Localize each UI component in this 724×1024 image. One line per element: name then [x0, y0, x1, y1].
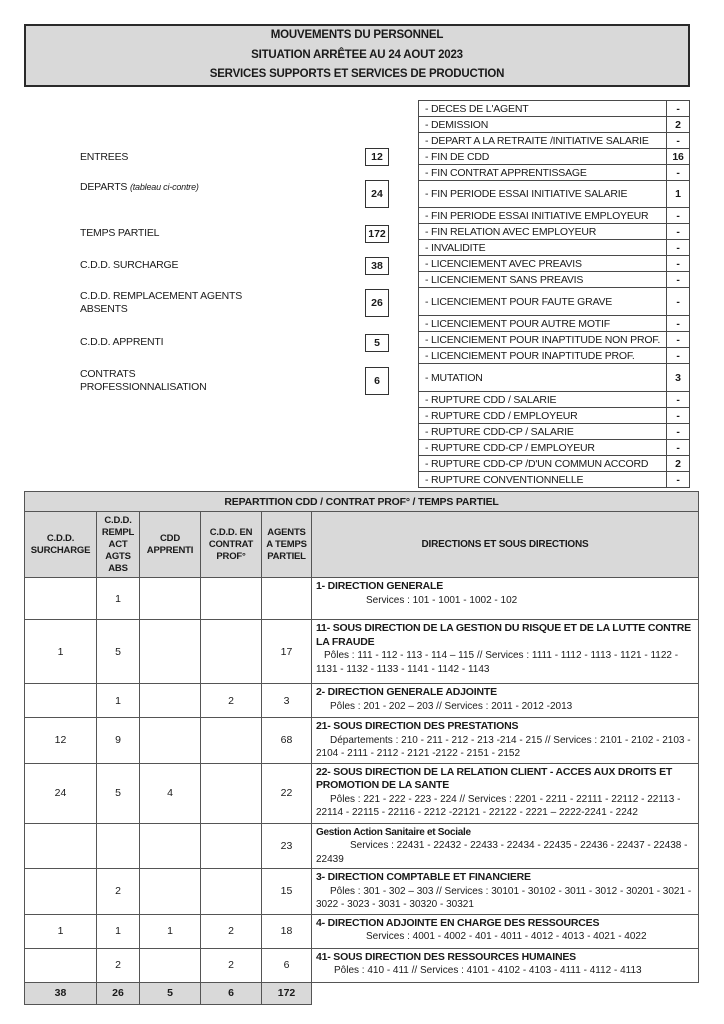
repartition-row	[25, 869, 699, 915]
cell-surcharge: 1	[25, 620, 97, 684]
cell-apprenti	[140, 948, 201, 982]
cell-contrat-prof: 2	[201, 684, 262, 718]
direction-detail: Pôles : 221 - 222 - 223 - 224 // Services : 2201 - 2211 - 22111 - 22112 - 22113 - 22114 - 22115 - 22116 - 2212 -22121 - 22122 - 2221 – 2222-2241 - 2242	[316, 793, 681, 818]
cell-temps-partiel: 6	[262, 948, 312, 982]
departure-value: -	[667, 408, 690, 424]
departure-row	[419, 272, 690, 288]
repartition-row	[25, 914, 699, 948]
cell-contrat-prof	[201, 869, 262, 915]
report-title: MOUVEMENTS DU PERSONNEL	[270, 29, 444, 41]
summary-value-cdd-remplacement: 26	[365, 289, 389, 317]
report-header	[24, 24, 690, 87]
departure-label: - LICENCIEMENT POUR INAPTITUDE NON PROF.	[419, 332, 667, 348]
col-header-directions: DIRECTIONS ET SOUS DIRECTIONS	[312, 512, 699, 578]
cell-rempl: 2	[97, 948, 140, 982]
departure-row	[419, 101, 690, 117]
departure-value: 3	[667, 364, 690, 392]
col-header-cdd-apprenti: CDD APPRENTI	[140, 512, 201, 578]
cell-surcharge: 12	[25, 718, 97, 764]
cell-direction	[312, 620, 699, 684]
departure-value: -	[667, 165, 690, 181]
direction-detail: Pôles : 111 - 112 - 113 - 114 – 115 // Services : 1111 - 1112 - 1113 - 1121 - 1122 - 1131 - 1132 - 1133 - 1141 - 1142 - 1143	[316, 650, 679, 675]
col-header-cdd-rempl: C.D.D. REMPL ACT AGTS ABS	[97, 512, 140, 578]
cell-surcharge: 1	[25, 914, 97, 948]
direction-detail: Pôles : 201 - 202 – 203 // Services : 2011 - 2012 -2013	[330, 700, 573, 712]
cell-apprenti: 1	[140, 914, 201, 948]
departure-value: -	[667, 133, 690, 149]
departure-label: - FIN PERIODE ESSAI INITIATIVE SALARIE	[419, 181, 667, 208]
report-scope: SERVICES SUPPORTS ET SERVICES DE PRODUCTION	[209, 68, 505, 80]
departure-label: - FIN PERIODE ESSAI INITIATIVE EMPLOYEUR	[419, 208, 667, 224]
cell-contrat-prof	[201, 578, 262, 620]
direction-detail: Services : 22431 - 22432 - 22433 - 22434 - 22435 - 22436 - 22437 - 22438 - 22439	[316, 840, 688, 865]
departure-label: - RUPTURE CDD-CP / EMPLOYEUR	[419, 440, 667, 456]
cell-surcharge: 24	[25, 763, 97, 823]
departure-value: -	[667, 101, 690, 117]
departures-table	[418, 100, 690, 488]
cell-contrat-prof	[201, 620, 262, 684]
cell-apprenti	[140, 620, 201, 684]
cell-apprenti	[140, 578, 201, 620]
departure-label: - FIN DE CDD	[419, 149, 667, 165]
cell-contrat-prof	[201, 763, 262, 823]
departure-row	[419, 224, 690, 240]
departure-row	[419, 117, 690, 133]
departure-row	[419, 149, 690, 165]
departure-label: - LICENCIEMENT POUR INAPTITUDE PROF.	[419, 348, 667, 364]
departure-row	[419, 424, 690, 440]
departure-label: - RUPTURE CDD-CP /D'UN COMMUN ACCORD	[419, 456, 667, 472]
departure-row	[419, 472, 690, 488]
summary-label-cdd-remplacement: C.D.D. REMPLACEMENT AGENTS ABSENTS	[80, 290, 243, 315]
cell-direction	[312, 684, 699, 718]
cell-direction	[312, 948, 699, 982]
cell-temps-partiel: 3	[262, 684, 312, 718]
totals-blank	[312, 982, 699, 1004]
total-temps-partiel: 172	[262, 982, 312, 1004]
departure-value: 16	[667, 149, 690, 165]
cell-temps-partiel: 68	[262, 718, 312, 764]
total-apprenti: 5	[140, 982, 201, 1004]
departs-label-text: DEPARTS	[80, 181, 128, 193]
repartition-title: REPARTITION CDD / CONTRAT PROF° / TEMPS PARTIEL	[25, 492, 699, 512]
departure-row	[419, 332, 690, 348]
departure-value: 1	[667, 181, 690, 208]
departure-row	[419, 288, 690, 316]
departure-value: -	[667, 224, 690, 240]
repartition-table	[24, 491, 699, 1005]
cell-rempl: 1	[97, 914, 140, 948]
cell-surcharge	[25, 684, 97, 718]
departure-row	[419, 408, 690, 424]
direction-detail: Pôles : 410 - 411 // Services : 4101 - 4102 - 4103 - 4111 - 4112 - 4113	[334, 965, 642, 976]
cell-contrat-prof: 2	[201, 914, 262, 948]
direction-name: 22- SOUS DIRECTION DE LA RELATION CLIENT - ACCES AUX DROITS ET PROMOTION DE LA SANTE	[316, 765, 673, 791]
cell-rempl: 9	[97, 718, 140, 764]
departure-label: - DECES DE L'AGENT	[419, 101, 667, 117]
cell-temps-partiel: 23	[262, 823, 312, 869]
departure-label: - DEMISSION	[419, 117, 667, 133]
departure-label: - LICENCIEMENT SANS PREAVIS	[419, 272, 667, 288]
direction-name: 2- DIRECTION GENERALE ADJOINTE	[316, 686, 497, 698]
departure-value: -	[667, 288, 690, 316]
departure-value: -	[667, 256, 690, 272]
summary-value-departs: 24	[365, 180, 389, 208]
departure-value: -	[667, 208, 690, 224]
repartition-header-row	[25, 512, 699, 578]
departure-value: -	[667, 272, 690, 288]
cell-rempl	[97, 823, 140, 869]
direction-name: 11- SOUS DIRECTION DE LA GESTION DU RISQUE ET DE LA LUTTE CONTRE LA FRAUDE	[316, 622, 691, 648]
cell-direction	[312, 869, 699, 915]
cell-direction	[312, 823, 699, 869]
cell-temps-partiel	[262, 578, 312, 620]
direction-detail: Pôles : 301 - 302 – 303 // Services : 30101 - 30102 - 3011 - 3012 - 30201 - 3021 - 3022 - 3023 - 3031 - 30320 - 30321	[316, 885, 692, 910]
departure-label: - RUPTURE CDD / SALARIE	[419, 392, 667, 408]
departure-label: - LICENCIEMENT POUR FAUTE GRAVE	[419, 288, 667, 316]
departure-row	[419, 392, 690, 408]
cell-temps-partiel: 22	[262, 763, 312, 823]
departure-row	[419, 208, 690, 224]
repartition-row	[25, 823, 699, 869]
direction-name: 4- DIRECTION ADJOINTE EN CHARGE DES RESSOURCES	[316, 916, 600, 929]
departure-label: - FIN RELATION AVEC EMPLOYEUR	[419, 224, 667, 240]
departure-label: - LICENCIEMENT AVEC PREAVIS	[419, 256, 667, 272]
departure-value: 2	[667, 117, 690, 133]
cell-contrat-prof	[201, 718, 262, 764]
repartition-row	[25, 578, 699, 620]
summary-label-contrats-pro: CONTRATS PROFESSIONNALISATION	[80, 368, 207, 393]
cell-rempl: 2	[97, 869, 140, 915]
cell-contrat-prof: 2	[201, 948, 262, 982]
departure-value: -	[667, 424, 690, 440]
cell-apprenti	[140, 869, 201, 915]
summary-label-cdd-apprenti: C.D.D. APPRENTI	[80, 336, 164, 348]
direction-name: 1- DIRECTION GENERALE	[316, 580, 444, 592]
departure-row	[419, 440, 690, 456]
summary-label-entrees: ENTREES	[80, 151, 129, 163]
cell-direction	[312, 763, 699, 823]
departure-value: -	[667, 316, 690, 332]
direction-detail: Services : 101 - 1001 - 1002 - 102	[366, 594, 518, 606]
cell-rempl: 1	[97, 684, 140, 718]
repartition-row	[25, 718, 699, 764]
departure-row	[419, 364, 690, 392]
summary-label-cdd-surcharge: C.D.D. SURCHARGE	[80, 259, 179, 271]
direction-detail: Départements : 210 - 211 - 212 - 213 -214 - 215 // Services : 2101 - 2102 - 2103 - 2104 - 2111 - 2112 - 2121 -2122 - 2151 - 2152	[316, 734, 691, 759]
departure-label: - INVALIDITE	[419, 240, 667, 256]
departure-row	[419, 456, 690, 472]
summary-value-contrats-pro: 6	[365, 367, 389, 395]
cell-temps-partiel: 18	[262, 914, 312, 948]
direction-name: 3- DIRECTION COMPTABLE ET FINANCIERE	[316, 871, 531, 883]
departure-row	[419, 181, 690, 208]
total-surcharge: 38	[25, 982, 97, 1004]
summary-label-departs	[80, 181, 200, 194]
direction-detail: Services : 4001 - 4002 - 401 - 4011 - 4012 - 4013 - 4021 - 4022	[366, 931, 647, 942]
report-date: SITUATION ARRÊTEE AU 24 AOUT 2023	[251, 48, 463, 61]
cell-direction	[312, 578, 699, 620]
repartition-row	[25, 763, 699, 823]
cell-apprenti	[140, 823, 201, 869]
departure-value: -	[667, 348, 690, 364]
cell-rempl: 5	[97, 763, 140, 823]
departure-row	[419, 133, 690, 149]
departure-label: - FIN CONTRAT APPRENTISSAGE	[419, 165, 667, 181]
direction-name: Gestion Action Sanitaire et Sociale	[316, 826, 471, 838]
cell-rempl: 5	[97, 620, 140, 684]
departure-row	[419, 165, 690, 181]
col-header-cdd-surcharge: C.D.D. SURCHARGE	[25, 512, 97, 578]
departure-value: 2	[667, 456, 690, 472]
departure-value: -	[667, 240, 690, 256]
cell-direction	[312, 718, 699, 764]
departure-value: -	[667, 472, 690, 488]
cell-surcharge	[25, 823, 97, 869]
totals-row	[25, 982, 699, 1004]
cell-surcharge	[25, 869, 97, 915]
cell-apprenti	[140, 718, 201, 764]
cell-temps-partiel: 15	[262, 869, 312, 915]
summary-value-temps-partiel: 172	[365, 225, 389, 243]
departure-label: - LICENCIEMENT POUR AUTRE MOTIF	[419, 316, 667, 332]
cell-apprenti: 4	[140, 763, 201, 823]
departure-row	[419, 348, 690, 364]
direction-name: 21- SOUS DIRECTION DES PRESTATIONS	[316, 720, 519, 732]
cell-rempl: 1	[97, 578, 140, 620]
direction-name: 41- SOUS DIRECTION DES RESSOURCES HUMAINES	[316, 950, 576, 963]
cell-apprenti	[140, 684, 201, 718]
summary-label-temps-partiel: TEMPS PARTIEL	[80, 227, 160, 239]
total-rempl: 26	[97, 982, 140, 1004]
departure-value: -	[667, 392, 690, 408]
cell-direction	[312, 914, 699, 948]
summary-value-cdd-surcharge: 38	[365, 257, 389, 275]
departure-value: -	[667, 332, 690, 348]
departure-row	[419, 316, 690, 332]
summary-value-cdd-apprenti: 5	[365, 334, 389, 352]
departs-note: (tableau ci-contre)	[129, 182, 199, 192]
repartition-row	[25, 948, 699, 982]
departure-label: - MUTATION	[419, 364, 667, 392]
col-header-temps-partiel: AGENTS A TEMPS PARTIEL	[262, 512, 312, 578]
cell-contrat-prof	[201, 823, 262, 869]
repartition-row	[25, 684, 699, 718]
departure-row	[419, 240, 690, 256]
total-contrat-prof: 6	[201, 982, 262, 1004]
departure-label: - DEPART A LA RETRAITE /INITIATIVE SALARIE	[419, 133, 667, 149]
col-header-cdd-contrat-prof: C.D.D. EN CONTRAT PROF°	[201, 512, 262, 578]
departure-row	[419, 256, 690, 272]
cell-temps-partiel: 17	[262, 620, 312, 684]
departure-label: - RUPTURE CDD-CP / SALARIE	[419, 424, 667, 440]
departure-label: - RUPTURE CONVENTIONNELLE	[419, 472, 667, 488]
departure-value: -	[667, 440, 690, 456]
summary-value-entrees: 12	[365, 148, 389, 166]
cell-surcharge	[25, 948, 97, 982]
departure-label: - RUPTURE CDD / EMPLOYEUR	[419, 408, 667, 424]
repartition-row	[25, 620, 699, 684]
cell-surcharge	[25, 578, 97, 620]
